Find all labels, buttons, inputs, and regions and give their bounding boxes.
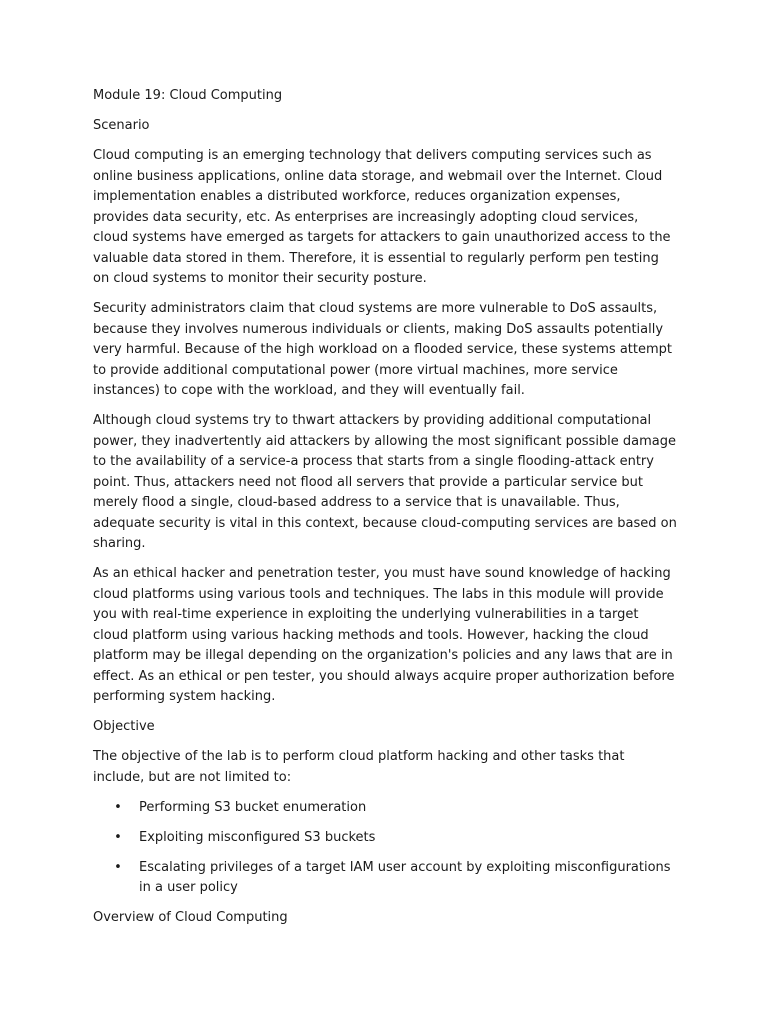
list-item — [93, 858, 677, 899]
scenario-paragraph-2: Security administrators claim that cloud systems are more vulnerable to DoS assaults, because they involves numerous individuals or clients, making DoS assaults potentially very harmful. Because of the high workload on a flooded service, these systems attempt to provide additional computational power (more virtual machines, more service instances) to cope with the workload, and they will eventually fail. — [93, 301, 672, 398]
bullet-icon: • — [114, 799, 122, 815]
overview-heading: Overview of Cloud Computing — [93, 910, 288, 925]
list-item-text: Performing S3 bucket enumeration — [139, 799, 367, 815]
list-item — [93, 828, 677, 849]
document-body — [93, 86, 677, 938]
bullet-icon: • — [114, 829, 122, 845]
scenario-paragraph-4: As an ethical hacker and penetration tester, you must have sound knowledge of hacking cloud platforms using various tools and techniques. The labs in this module will provide you with real-time experience in exploiting the underlying vulnerabilities in a target cloud platform using various hacking methods and tools. However, hacking the cloud platform may be illegal depending on the organization's policies and any laws that are in effect. As an ethical or pen tester, you should always acquire proper authorization before performing system hacking. — [93, 566, 675, 704]
objective-intro: The objective of the lab is to perform cloud platform hacking and other tasks that include, but are not limited to: — [93, 749, 625, 785]
scenario-paragraph-1: Cloud computing is an emerging technology that delivers computing services such as online business applications, online data storage, and webmail over the Internet. Cloud implementation enables a distributed workforce, reduces organization expenses, provides data security, etc. As enterprises are increasingly adopting cloud services, cloud systems have emerged as targets for attackers to gain unauthorized access to the valuable data stored in them. Therefore, it is essential to regularly perform pen testing on cloud systems to monitor their security posture. — [93, 148, 671, 286]
objective-heading: Objective — [93, 719, 155, 734]
objectives-list — [93, 798, 677, 899]
scenario-heading: Scenario — [93, 118, 150, 133]
list-item — [93, 798, 677, 819]
module-title: Module 19: Cloud Computing — [93, 88, 283, 103]
list-item-text: Escalating privileges of a target IAM user account by exploiting misconfigurations in a user policy — [139, 859, 671, 895]
list-item-text: Exploiting misconfigured S3 buckets — [139, 829, 376, 845]
bullet-icon: • — [114, 859, 122, 875]
scenario-paragraph-3: Although cloud systems try to thwart attackers by providing additional computational power, they inadvertently aid attackers by allowing the most significant possible damage to the availability of a service-a process that starts from a single flooding-attack entry point. Thus, attackers need not flood all servers that provide a particular service but merely flood a single, cloud-based address to a service that is unavailable. Thus, adequate security is vital in this context, because cloud-computing services are based on sharing. — [93, 413, 677, 551]
